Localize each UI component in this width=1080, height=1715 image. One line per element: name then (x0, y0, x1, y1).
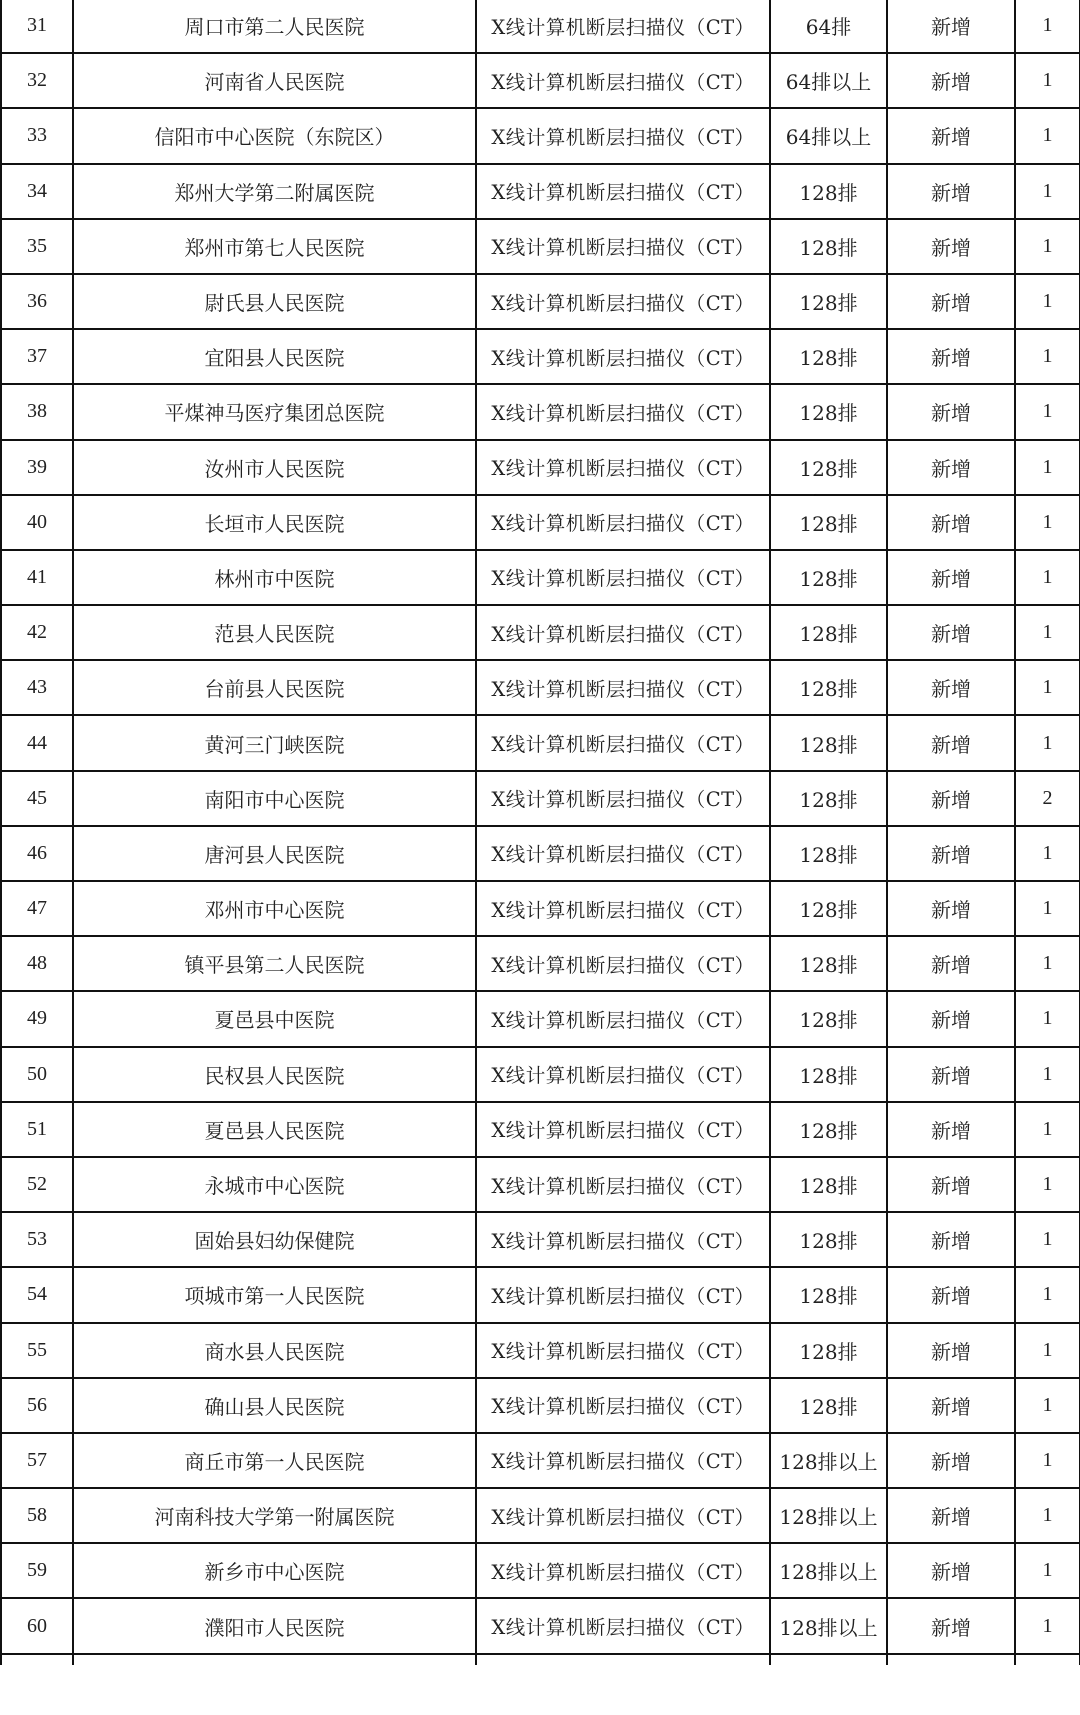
row-number-cell: 60 (1, 1598, 73, 1653)
table-row (1, 660, 1080, 715)
device-name-cell: X线计算机断层扫描仪（CT） (476, 771, 770, 826)
quantity-cell: 1 (1015, 440, 1080, 495)
hospital-name-cell: 邓州市中心医院 (73, 881, 476, 936)
allocation-type-cell: 新增 (887, 219, 1015, 274)
table-row (1, 1157, 1080, 1212)
device-spec-cell: 128排 (770, 384, 887, 439)
device-spec-cell: 128排 (770, 329, 887, 384)
cutoff-cell (1015, 1654, 1080, 1665)
table-row (1, 219, 1080, 274)
table-row (1, 1543, 1080, 1598)
row-number-cell: 36 (1, 274, 73, 329)
table-row (1, 1323, 1080, 1378)
row-number-cell: 49 (1, 991, 73, 1046)
row-number-cell: 39 (1, 440, 73, 495)
row-number-cell: 58 (1, 1488, 73, 1543)
device-spec-cell: 128排 (770, 936, 887, 991)
quantity-cell: 1 (1015, 274, 1080, 329)
quantity-cell: 1 (1015, 936, 1080, 991)
device-name-cell: X线计算机断层扫描仪（CT） (476, 329, 770, 384)
allocation-type-cell: 新增 (887, 826, 1015, 881)
hospital-name-cell: 台前县人民医院 (73, 660, 476, 715)
device-spec-cell: 128排以上 (770, 1598, 887, 1653)
device-spec-cell: 128排 (770, 605, 887, 660)
device-spec-cell: 128排 (770, 881, 887, 936)
table-row (1, 715, 1080, 770)
hospital-name-cell: 周口市第二人民医院 (73, 0, 476, 53)
quantity-cell: 1 (1015, 991, 1080, 1046)
quantity-cell: 1 (1015, 495, 1080, 550)
allocation-type-cell: 新增 (887, 1157, 1015, 1212)
row-number-cell: 33 (1, 108, 73, 163)
hospital-name-cell: 民权县人民医院 (73, 1047, 476, 1102)
device-name-cell: X线计算机断层扫描仪（CT） (476, 936, 770, 991)
row-number-cell: 31 (1, 0, 73, 53)
table-row (1, 274, 1080, 329)
table-row (1, 991, 1080, 1046)
device-spec-cell: 128排 (770, 1157, 887, 1212)
row-number-cell: 54 (1, 1267, 73, 1322)
quantity-cell: 1 (1015, 108, 1080, 163)
device-spec-cell: 128排 (770, 1102, 887, 1157)
device-spec-cell: 128排 (770, 1212, 887, 1267)
row-number-cell: 57 (1, 1433, 73, 1488)
table-row (1, 881, 1080, 936)
table-row (1, 605, 1080, 660)
device-name-cell: X线计算机断层扫描仪（CT） (476, 108, 770, 163)
row-number-cell: 51 (1, 1102, 73, 1157)
hospital-name-cell: 项城市第一人民医院 (73, 1267, 476, 1322)
quantity-cell: 1 (1015, 1378, 1080, 1433)
table-row (1, 53, 1080, 108)
hospital-name-cell: 信阳市中心医院（东院区） (73, 108, 476, 163)
device-spec-cell: 128排 (770, 1267, 887, 1322)
hospital-name-cell: 夏邑县中医院 (73, 991, 476, 1046)
quantity-cell: 1 (1015, 1267, 1080, 1322)
row-number-cell: 35 (1, 219, 73, 274)
hospital-name-cell: 郑州大学第二附属医院 (73, 164, 476, 219)
device-name-cell: X线计算机断层扫描仪（CT） (476, 1212, 770, 1267)
quantity-cell: 1 (1015, 1157, 1080, 1212)
quantity-cell: 1 (1015, 1488, 1080, 1543)
device-spec-cell: 128排以上 (770, 1543, 887, 1598)
device-name-cell: X线计算机断层扫描仪（CT） (476, 1433, 770, 1488)
hospital-name-cell: 河南省人民医院 (73, 53, 476, 108)
allocation-type-cell: 新增 (887, 1267, 1015, 1322)
device-spec-cell: 128排 (770, 715, 887, 770)
device-name-cell: X线计算机断层扫描仪（CT） (476, 605, 770, 660)
table-row (1, 1212, 1080, 1267)
allocation-type-cell: 新增 (887, 329, 1015, 384)
row-number-cell: 45 (1, 771, 73, 826)
device-name-cell: X线计算机断层扫描仪（CT） (476, 660, 770, 715)
device-name-cell: X线计算机断层扫描仪（CT） (476, 495, 770, 550)
quantity-cell: 1 (1015, 715, 1080, 770)
hospital-name-cell: 汝州市人民医院 (73, 440, 476, 495)
allocation-type-cell: 新增 (887, 1378, 1015, 1433)
cutoff-cell (770, 1654, 887, 1665)
device-spec-cell: 128排 (770, 1378, 887, 1433)
allocation-type-cell: 新增 (887, 1212, 1015, 1267)
row-number-cell: 48 (1, 936, 73, 991)
allocation-type-cell: 新增 (887, 1102, 1015, 1157)
device-spec-cell: 128排 (770, 660, 887, 715)
hospital-name-cell: 长垣市人民医院 (73, 495, 476, 550)
device-name-cell: X线计算机断层扫描仪（CT） (476, 440, 770, 495)
allocation-type-cell: 新增 (887, 550, 1015, 605)
table-row (1, 771, 1080, 826)
device-name-cell: X线计算机断层扫描仪（CT） (476, 826, 770, 881)
device-spec-cell: 64排以上 (770, 108, 887, 163)
device-name-cell: X线计算机断层扫描仪（CT） (476, 0, 770, 53)
quantity-cell: 2 (1015, 771, 1080, 826)
hospital-name-cell: 河南科技大学第一附属医院 (73, 1488, 476, 1543)
device-spec-cell: 128排以上 (770, 1433, 887, 1488)
device-spec-cell: 64排以上 (770, 53, 887, 108)
device-spec-cell: 128排 (770, 219, 887, 274)
allocation-type-cell: 新增 (887, 0, 1015, 53)
cutoff-cell (887, 1654, 1015, 1665)
device-name-cell: X线计算机断层扫描仪（CT） (476, 384, 770, 439)
allocation-type-cell: 新增 (887, 660, 1015, 715)
table-row (1, 936, 1080, 991)
allocation-type-cell: 新增 (887, 1598, 1015, 1653)
row-number-cell: 59 (1, 1543, 73, 1598)
quantity-cell: 1 (1015, 329, 1080, 384)
quantity-cell: 1 (1015, 1102, 1080, 1157)
hospital-name-cell: 商水县人民医院 (73, 1323, 476, 1378)
table-row (1, 440, 1080, 495)
device-spec-cell: 64排 (770, 0, 887, 53)
device-name-cell: X线计算机断层扫描仪（CT） (476, 715, 770, 770)
row-number-cell: 47 (1, 881, 73, 936)
row-number-cell: 43 (1, 660, 73, 715)
device-spec-cell: 128排 (770, 550, 887, 605)
table-row (1, 1047, 1080, 1102)
hospital-name-cell: 宜阳县人民医院 (73, 329, 476, 384)
table-row (1, 1488, 1080, 1543)
quantity-cell: 1 (1015, 660, 1080, 715)
cutoff-cell (73, 1654, 476, 1665)
table-row (1, 1433, 1080, 1488)
table-row (1, 1102, 1080, 1157)
hospital-name-cell: 永城市中心医院 (73, 1157, 476, 1212)
allocation-type-cell: 新增 (887, 164, 1015, 219)
hospital-name-cell: 唐河县人民医院 (73, 826, 476, 881)
device-name-cell: X线计算机断层扫描仪（CT） (476, 1102, 770, 1157)
table-row (1, 1267, 1080, 1322)
device-name-cell: X线计算机断层扫描仪（CT） (476, 1047, 770, 1102)
allocation-type-cell: 新增 (887, 991, 1015, 1046)
quantity-cell: 1 (1015, 1212, 1080, 1267)
device-name-cell: X线计算机断层扫描仪（CT） (476, 881, 770, 936)
device-spec-cell: 128排 (770, 164, 887, 219)
table-row-cutoff (1, 1654, 1080, 1665)
row-number-cell: 52 (1, 1157, 73, 1212)
hospital-name-cell: 商丘市第一人民医院 (73, 1433, 476, 1488)
allocation-type-cell: 新增 (887, 881, 1015, 936)
hospital-name-cell: 濮阳市人民医院 (73, 1598, 476, 1653)
device-name-cell: X线计算机断层扫描仪（CT） (476, 1157, 770, 1212)
device-spec-cell: 128排 (770, 274, 887, 329)
device-name-cell: X线计算机断层扫描仪（CT） (476, 550, 770, 605)
table-row (1, 1598, 1080, 1653)
hospital-name-cell: 夏邑县人民医院 (73, 1102, 476, 1157)
device-name-cell: X线计算机断层扫描仪（CT） (476, 1378, 770, 1433)
hospital-name-cell: 黄河三门峡医院 (73, 715, 476, 770)
quantity-cell: 1 (1015, 550, 1080, 605)
allocation-type-cell: 新增 (887, 1488, 1015, 1543)
allocation-type-cell: 新增 (887, 495, 1015, 550)
hospital-name-cell: 范县人民医院 (73, 605, 476, 660)
device-name-cell: X线计算机断层扫描仪（CT） (476, 1488, 770, 1543)
device-name-cell: X线计算机断层扫描仪（CT） (476, 1323, 770, 1378)
row-number-cell: 50 (1, 1047, 73, 1102)
table-row (1, 1378, 1080, 1433)
row-number-cell: 34 (1, 164, 73, 219)
quantity-cell: 1 (1015, 164, 1080, 219)
table-row (1, 164, 1080, 219)
allocation-type-cell: 新增 (887, 274, 1015, 329)
device-name-cell: X线计算机断层扫描仪（CT） (476, 164, 770, 219)
quantity-cell: 1 (1015, 1543, 1080, 1598)
row-number-cell: 37 (1, 329, 73, 384)
quantity-cell: 1 (1015, 1598, 1080, 1653)
table-row (1, 108, 1080, 163)
allocation-type-cell: 新增 (887, 384, 1015, 439)
quantity-cell: 1 (1015, 881, 1080, 936)
table-row (1, 550, 1080, 605)
hospital-name-cell: 林州市中医院 (73, 550, 476, 605)
device-spec-cell: 128排 (770, 1047, 887, 1102)
hospital-name-cell: 确山县人民医院 (73, 1378, 476, 1433)
device-name-cell: X线计算机断层扫描仪（CT） (476, 1543, 770, 1598)
device-name-cell: X线计算机断层扫描仪（CT） (476, 1267, 770, 1322)
allocation-type-cell: 新增 (887, 771, 1015, 826)
device-spec-cell: 128排以上 (770, 1488, 887, 1543)
row-number-cell: 40 (1, 495, 73, 550)
row-number-cell: 42 (1, 605, 73, 660)
device-spec-cell: 128排 (770, 826, 887, 881)
allocation-type-cell: 新增 (887, 53, 1015, 108)
device-name-cell: X线计算机断层扫描仪（CT） (476, 991, 770, 1046)
quantity-cell: 1 (1015, 1433, 1080, 1488)
device-name-cell: X线计算机断层扫描仪（CT） (476, 53, 770, 108)
allocation-type-cell: 新增 (887, 108, 1015, 163)
row-number-cell: 46 (1, 826, 73, 881)
allocation-type-cell: 新增 (887, 605, 1015, 660)
allocation-type-cell: 新增 (887, 1543, 1015, 1598)
table-body (1, 0, 1080, 1665)
device-spec-cell: 128排 (770, 771, 887, 826)
quantity-cell: 1 (1015, 1047, 1080, 1102)
row-number-cell: 55 (1, 1323, 73, 1378)
device-name-cell: X线计算机断层扫描仪（CT） (476, 274, 770, 329)
table-row (1, 329, 1080, 384)
device-spec-cell: 128排 (770, 495, 887, 550)
quantity-cell: 1 (1015, 384, 1080, 439)
device-spec-cell: 128排 (770, 1323, 887, 1378)
hospital-name-cell: 平煤神马医疗集团总医院 (73, 384, 476, 439)
device-name-cell: X线计算机断层扫描仪（CT） (476, 219, 770, 274)
allocation-type-cell: 新增 (887, 1323, 1015, 1378)
quantity-cell: 1 (1015, 826, 1080, 881)
device-spec-cell: 128排 (770, 440, 887, 495)
row-number-cell: 56 (1, 1378, 73, 1433)
hospital-name-cell: 固始县妇幼保健院 (73, 1212, 476, 1267)
quantity-cell: 1 (1015, 605, 1080, 660)
quantity-cell: 1 (1015, 1323, 1080, 1378)
cutoff-cell (476, 1654, 770, 1665)
allocation-type-cell: 新增 (887, 1433, 1015, 1488)
row-number-cell: 41 (1, 550, 73, 605)
quantity-cell: 1 (1015, 53, 1080, 108)
hospital-name-cell: 镇平县第二人民医院 (73, 936, 476, 991)
device-spec-cell: 128排 (770, 991, 887, 1046)
hospital-name-cell: 南阳市中心医院 (73, 771, 476, 826)
table-row (1, 826, 1080, 881)
row-number-cell: 53 (1, 1212, 73, 1267)
allocation-type-cell: 新增 (887, 715, 1015, 770)
table-row (1, 0, 1080, 53)
quantity-cell: 1 (1015, 219, 1080, 274)
table-row (1, 384, 1080, 439)
allocation-type-cell: 新增 (887, 1047, 1015, 1102)
row-number-cell: 32 (1, 53, 73, 108)
quantity-cell: 1 (1015, 0, 1080, 53)
row-number-cell: 38 (1, 384, 73, 439)
device-name-cell: X线计算机断层扫描仪（CT） (476, 1598, 770, 1653)
table-row (1, 495, 1080, 550)
row-number-cell: 44 (1, 715, 73, 770)
hospital-name-cell: 新乡市中心医院 (73, 1543, 476, 1598)
allocation-type-cell: 新增 (887, 936, 1015, 991)
allocation-type-cell: 新增 (887, 440, 1015, 495)
hospital-name-cell: 郑州市第七人民医院 (73, 219, 476, 274)
cutoff-cell (1, 1654, 73, 1665)
hospital-name-cell: 尉氏县人民医院 (73, 274, 476, 329)
